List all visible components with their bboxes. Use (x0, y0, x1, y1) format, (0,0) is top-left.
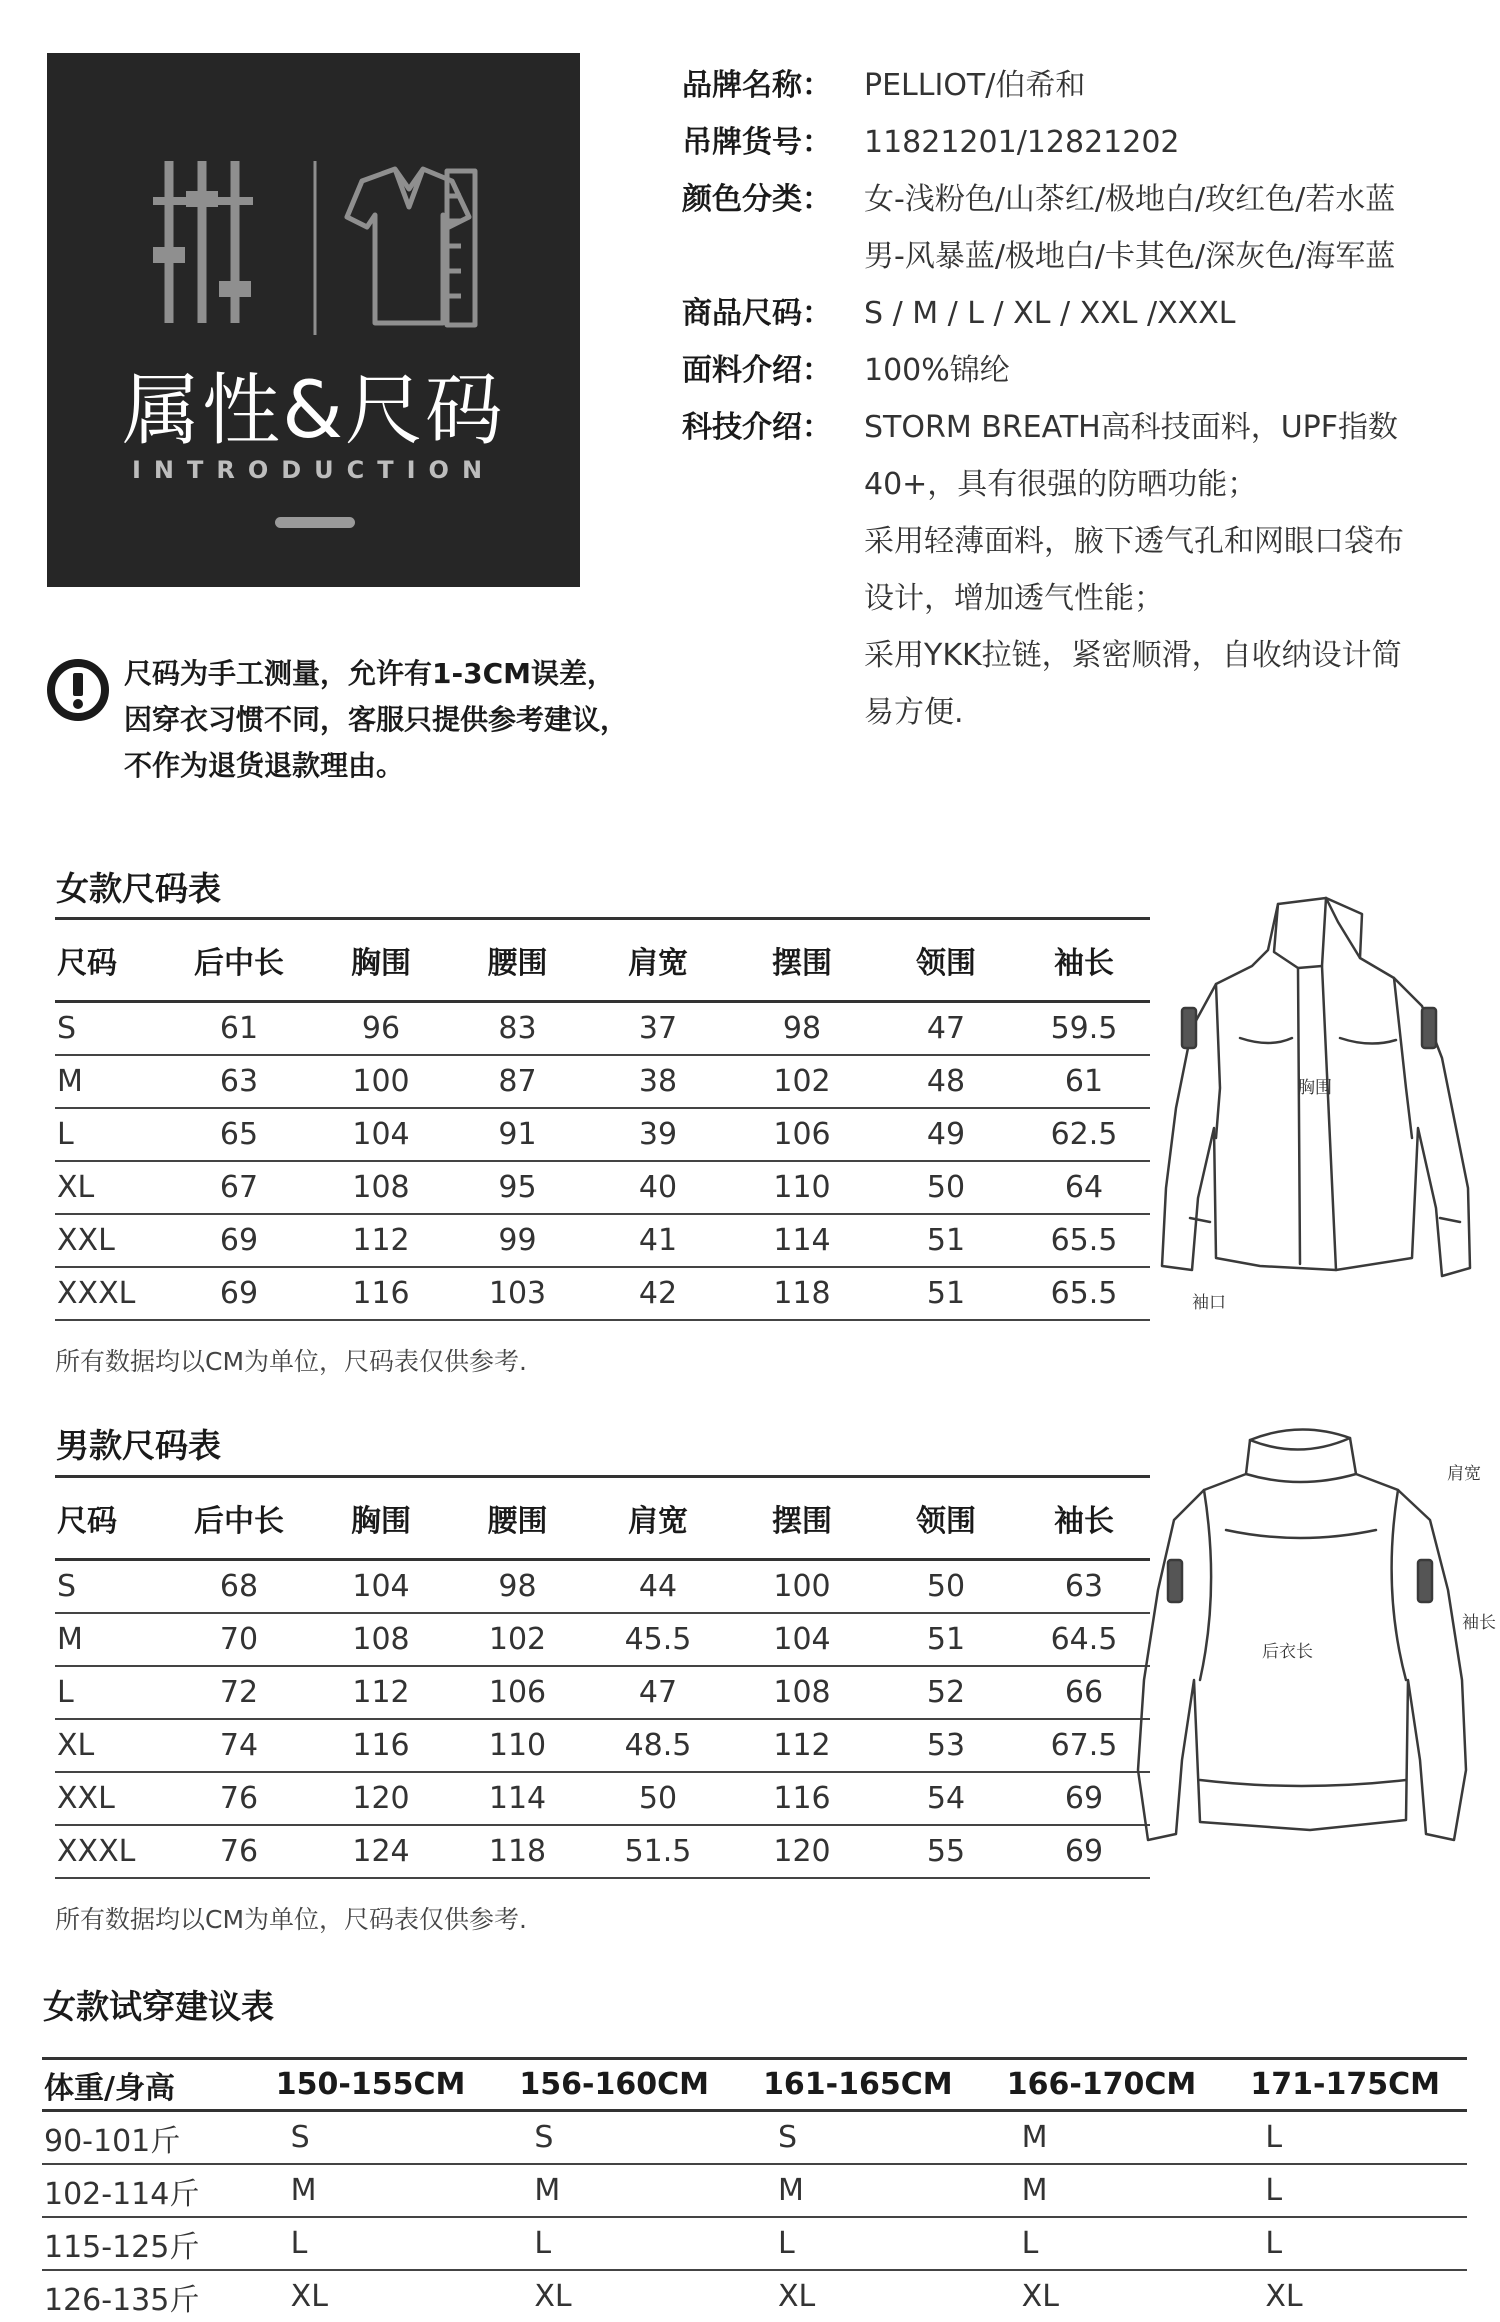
table-row (55, 1003, 1150, 1056)
attr-value (864, 171, 1482, 285)
cell: 63 (219, 1064, 259, 1099)
cell: 126-135斤 (44, 2282, 200, 2318)
cell: XXL (57, 1223, 115, 1258)
cell: 100 (352, 1064, 410, 1099)
cell: 98 (498, 1569, 537, 1604)
cell: 38 (638, 1064, 678, 1099)
cell: 37 (638, 1011, 678, 1046)
cell: XL (1265, 2279, 1303, 2314)
attr-line: 采用YKK拉链，紧密顺滑，自收纳设计简 (864, 638, 1402, 673)
table-row (55, 1773, 1150, 1826)
cell: 106 (488, 1675, 547, 1710)
attr-line: STORM BREATH高科技面料，UPF指数 (864, 410, 1399, 445)
cell: XXXL (57, 1834, 136, 1869)
attr-sku (682, 114, 1482, 171)
cell: 50 (926, 1569, 966, 1604)
cell: S (57, 1569, 77, 1604)
cell: XL (778, 2279, 816, 2314)
cell: 108 (352, 1622, 410, 1657)
cell: 115-125斤 (44, 2229, 200, 2265)
cell: L (57, 1117, 74, 1152)
cell: XL (534, 2279, 572, 2314)
attr-brand (682, 57, 1482, 114)
jacket-front-icon (1150, 888, 1480, 1308)
header-sleeve: 袖长 (1054, 1504, 1114, 1539)
cell: 51 (926, 1223, 966, 1258)
attr-label: 品牌名称： (682, 68, 832, 103)
cell: 50 (638, 1781, 678, 1816)
table-row (55, 1215, 1150, 1268)
cell: 116 (773, 1781, 831, 1816)
cell: 102 (773, 1064, 831, 1099)
cell: M (57, 1064, 83, 1099)
cell: 54 (926, 1781, 966, 1816)
cell: 48.5 (624, 1728, 692, 1763)
diagram-label-cuff: 袖口 (1192, 1293, 1226, 1313)
cell: 124 (352, 1834, 410, 1869)
cell: 104 (773, 1622, 831, 1657)
table-row (42, 2218, 1467, 2271)
cell: 50 (926, 1170, 966, 1205)
banner-subtitle: INTRODUCTION (131, 456, 496, 484)
cell: L (1265, 2173, 1283, 2208)
cell: 65 (219, 1117, 259, 1152)
attr-value (864, 114, 1482, 171)
cell: 112 (773, 1728, 831, 1763)
note-line: 尺码为手工测量，允许有1-3CM误差， (124, 657, 615, 690)
cell: 45.5 (624, 1622, 692, 1657)
cell: 67 (219, 1170, 259, 1205)
cell: 65.5 (1050, 1276, 1118, 1311)
table-row (55, 1162, 1150, 1215)
header-height: 150-155CM (275, 2067, 466, 2102)
attr-line: PELLIOT/伯希和 (864, 68, 1086, 103)
cell: 47 (926, 1011, 966, 1046)
cell: 118 (488, 1834, 547, 1869)
attr-label: 颜色分类： (682, 182, 832, 217)
cell: 110 (488, 1728, 547, 1763)
cell: 40 (638, 1170, 678, 1205)
men-size-title: 男款尺码表 (56, 1426, 221, 1465)
diagram-label-chest: 胸围 (1298, 1078, 1332, 1098)
cell: 98 (782, 1011, 822, 1046)
cell: 66 (1064, 1675, 1104, 1710)
women-footnote: 所有数据均以CM为单位，尺码表仅供参考. (55, 1347, 527, 1376)
header-height: 161-165CM (763, 2067, 953, 2102)
cell: 42 (638, 1276, 678, 1311)
cell: 120 (773, 1834, 831, 1869)
fit-table-title: 女款试穿建议表 (43, 1987, 274, 2026)
cell: 99 (498, 1223, 537, 1258)
note-line: 因穿衣习惯不同，客服只提供参考建议， (124, 703, 629, 736)
attr-label: 吊牌货号： (682, 125, 832, 160)
attr-value (864, 399, 1482, 741)
cell: 110 (773, 1170, 831, 1205)
attr-line: 女-浅粉色/山茶红/极地白/玫红色/若水蓝 (864, 182, 1396, 217)
cell: 39 (638, 1117, 678, 1152)
attr-line: 100%锦纶 (864, 353, 1010, 388)
cell: 61 (219, 1011, 259, 1046)
cell: 76 (219, 1834, 259, 1869)
cell: M (1021, 2173, 1048, 2208)
cell: 112 (352, 1223, 410, 1258)
header-height: 166-170CM (1006, 2067, 1197, 2102)
cell: 116 (352, 1276, 410, 1311)
cell: L (1021, 2226, 1039, 2261)
attr-sizes (682, 285, 1482, 342)
attr-colors (682, 171, 1482, 285)
cell: 67.5 (1050, 1728, 1118, 1763)
attr-line: 易方便. (864, 695, 964, 730)
attr-value (864, 285, 1482, 342)
cell: 74 (219, 1728, 259, 1763)
header-chest: 胸围 (351, 946, 411, 981)
note-line: 不作为退货退款理由。 (124, 749, 405, 782)
attr-line: S / M / L / XL / XXL /XXXL (864, 296, 1236, 331)
cell: 51 (926, 1276, 966, 1311)
cell: XXXL (57, 1276, 136, 1311)
cell: L (534, 2226, 552, 2261)
cell: 90-101斤 (44, 2123, 181, 2159)
table-header (55, 920, 1150, 1003)
table-row (42, 2165, 1467, 2218)
cell: L (1265, 2226, 1283, 2261)
attr-label: 面料介绍： (682, 353, 832, 388)
size-adjust-icon (147, 151, 487, 341)
cell: L (57, 1675, 74, 1710)
header-weight-height: 体重/身高 (44, 2070, 175, 2106)
women-size-table (55, 917, 1150, 1321)
intro-banner (47, 53, 580, 587)
cell: L (1265, 2120, 1283, 2155)
women-size-title: 女款尺码表 (56, 869, 221, 908)
table-row (55, 1056, 1150, 1109)
cell: 63 (1064, 1569, 1104, 1604)
attr-line: 男-风暴蓝/极地白/卡其色/深灰色/海军蓝 (864, 239, 1396, 274)
fit-suggestion-table (42, 2057, 1467, 2322)
banner-underline (275, 517, 355, 528)
warning-icon (46, 658, 110, 722)
cell: 51.5 (624, 1834, 692, 1869)
measurement-note (124, 651, 684, 789)
header-chest: 胸围 (351, 1504, 411, 1539)
cell: 102-114斤 (44, 2176, 200, 2212)
table-row (55, 1720, 1150, 1773)
cell: 95 (498, 1170, 537, 1205)
cell: 69 (219, 1223, 259, 1258)
cell: 116 (352, 1728, 410, 1763)
cell: M (290, 2173, 317, 2208)
header-waist: 腰围 (487, 946, 548, 981)
cell: M (1021, 2120, 1048, 2155)
cell: L (290, 2226, 308, 2261)
header-hem: 摆围 (772, 1504, 832, 1539)
cell: XXL (57, 1781, 115, 1816)
header-size: 尺码 (57, 1504, 117, 1539)
cell: M (778, 2173, 804, 2208)
cell: 76 (219, 1781, 259, 1816)
header-height: 156-160CM (519, 2067, 709, 2102)
attr-fabric (682, 342, 1482, 399)
header-shoulder: 肩宽 (628, 946, 688, 981)
cell: 44 (638, 1569, 678, 1604)
cell: 114 (773, 1223, 831, 1258)
cell: 69 (1064, 1781, 1104, 1816)
cell: XL (57, 1728, 95, 1763)
cell: M (57, 1622, 83, 1657)
cell: 102 (488, 1622, 547, 1657)
attr-value (864, 57, 1482, 114)
attr-value (864, 342, 1482, 399)
cell: 49 (926, 1117, 966, 1152)
cell: 65.5 (1050, 1223, 1118, 1258)
cell: S (534, 2120, 554, 2155)
cell: M (534, 2173, 561, 2208)
cell: 120 (352, 1781, 410, 1816)
jacket-back-icon (1130, 1420, 1470, 1850)
attr-technology (682, 399, 1482, 741)
cell: 64 (1064, 1170, 1104, 1205)
cell: 53 (926, 1728, 966, 1763)
cell: 118 (773, 1276, 831, 1311)
cell: 103 (488, 1276, 547, 1311)
cell: 51 (926, 1622, 966, 1657)
attr-line: 11821201/12821202 (864, 125, 1180, 160)
header-collar: 领围 (916, 946, 976, 981)
table-row (42, 2112, 1467, 2165)
cell: 62.5 (1050, 1117, 1118, 1152)
table-row (42, 2271, 1467, 2322)
cell: 112 (352, 1675, 410, 1710)
header-shoulder: 肩宽 (628, 1504, 688, 1539)
cell: 69 (219, 1276, 259, 1311)
cell: 64.5 (1050, 1622, 1118, 1657)
header-back-length: 后中长 (194, 1504, 284, 1539)
header-size: 尺码 (57, 946, 117, 981)
table-row (55, 1667, 1150, 1720)
cell: 59.5 (1050, 1011, 1118, 1046)
table-header (55, 1478, 1150, 1561)
cell: 108 (352, 1170, 410, 1205)
cell: 87 (498, 1064, 537, 1099)
cell: 48 (926, 1064, 966, 1099)
cell: 52 (926, 1675, 966, 1710)
cell: 83 (498, 1011, 537, 1046)
attr-label: 商品尺码： (682, 296, 832, 331)
table-row (55, 1614, 1150, 1667)
cell: 47 (638, 1675, 678, 1710)
header-collar: 领围 (916, 1504, 976, 1539)
cell: XL (1021, 2279, 1059, 2314)
attr-line: 采用轻薄面料，腋下透气孔和网眼口袋布 (864, 524, 1404, 559)
table-row (55, 1561, 1150, 1614)
attr-line: 40+，具有很强的防晒功能； (864, 467, 1258, 502)
attr-label: 科技介绍： (682, 410, 832, 445)
cell: 108 (773, 1675, 831, 1710)
cell: 106 (773, 1117, 831, 1152)
table-row (55, 1268, 1150, 1321)
cell: 69 (1064, 1834, 1104, 1869)
table-row (55, 1826, 1150, 1879)
cell: 104 (352, 1117, 410, 1152)
diagram-label-shoulder: 肩宽 (1447, 1464, 1481, 1484)
header-back-length: 后中长 (194, 946, 284, 981)
header-sleeve: 袖长 (1054, 946, 1114, 981)
cell: 114 (488, 1781, 547, 1816)
banner-title: 属性&尺码 (122, 366, 505, 456)
men-footnote: 所有数据均以CM为单位，尺码表仅供参考. (55, 1905, 527, 1934)
cell: S (290, 2120, 310, 2155)
cell: S (778, 2120, 798, 2155)
cell: 68 (219, 1569, 259, 1604)
cell: 104 (352, 1569, 410, 1604)
header-hem: 摆围 (772, 946, 832, 981)
cell: 91 (498, 1117, 537, 1152)
diagram-label-sleeve: 袖长 (1462, 1613, 1496, 1633)
header-height: 171-175CM (1250, 2067, 1440, 2102)
product-attributes (682, 57, 1482, 741)
table-row (55, 1109, 1150, 1162)
cell: S (57, 1011, 77, 1046)
cell: 100 (773, 1569, 831, 1604)
cell: XL (57, 1170, 95, 1205)
attr-line: 设计，增加透气性能； (864, 581, 1164, 616)
cell: 61 (1064, 1064, 1104, 1099)
table-header (42, 2060, 1467, 2112)
cell: 72 (219, 1675, 259, 1710)
diagram-label-back-length: 后衣长 (1262, 1642, 1313, 1662)
cell: 41 (638, 1223, 678, 1258)
cell: 96 (361, 1011, 401, 1046)
header-waist: 腰围 (487, 1504, 548, 1539)
cell: 55 (926, 1834, 966, 1869)
cell: 70 (219, 1622, 259, 1657)
cell: XL (290, 2279, 328, 2314)
men-size-table (55, 1475, 1150, 1879)
cell: L (778, 2226, 795, 2261)
